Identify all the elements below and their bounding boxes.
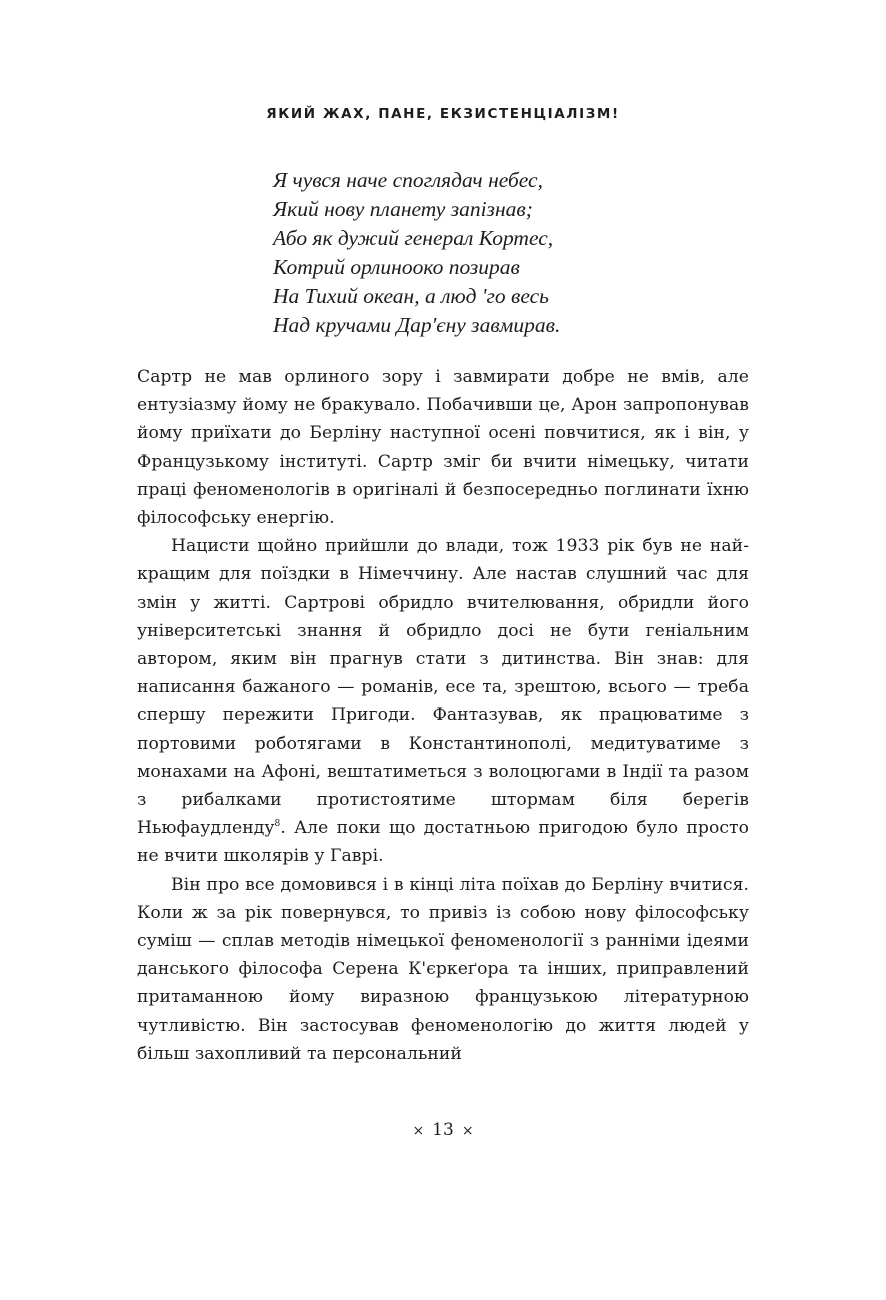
body-text xyxy=(137,363,749,1068)
verse-line: Який нову планету запізнав; xyxy=(273,197,533,221)
paragraph-text: Нацисти щойно прийшли до влади, тож 1933 рік був не найкращим для поїздки в Німеччину. Але настав слушний час для змін у житті. Сартрові обридло вчителювання, обридли його університетські знання й обридло досі не бути геніальним автором, яким він прагнув стати з дитинства. Він знав: для написання бажаного — романів, есе та, зрештою, всього — треба спершу пережити Пригоди. Фантазував, як працюватиме з портовими роботягами в Константинополі, медитуватиме з монахами на Афоні, вештатиметься з волоцюгами в Індії та разом з рибалками протистоятиме штормам біля берегів Ньюфаудленду xyxy=(137,536,749,839)
verse-line: Або як дужий генерал Кортес, xyxy=(273,226,554,250)
verse-line: Над кручами Дар'єну завмирав. xyxy=(273,313,561,337)
folio-ornament-right: × xyxy=(461,1123,474,1139)
verse-line: На Тихий океан, а люд 'го весь xyxy=(273,284,549,308)
verse-epigraph xyxy=(273,166,693,340)
paragraph xyxy=(137,532,749,870)
paragraph: Він про все домовився і в кінці літа поїхав до Берліну вчитися. Коли ж за рік повернувся, то привіз із собою нову філософську суміш — сплав методів німецької феноменології з ранніми ідеями данського філософа Серена К'єркеґора та інших, приправлений притаманною йому виразною французькою літературною чутливістю. Він застосував феноменологію до життя людей у більш захопливий та персональний xyxy=(137,874,749,1064)
verse-line: Я чувся наче споглядач небес, xyxy=(273,168,543,192)
paragraph-text-continued: . Але поки що достатньою пригодою було просто не вчити школярів у Гаврі. xyxy=(137,818,749,867)
verse-line: Котрий орлинооко позирав xyxy=(273,255,520,279)
page-footer xyxy=(0,1120,886,1140)
folio-ornament-left: × xyxy=(412,1123,425,1139)
paragraph: Сартр не мав орлиного зору і завмирати добре не вмів, але ентузіазму йому не бракувало. Побачивши це, Арон запропонував йому приїхати до Берліну наступної осені повчитися, як і він, у Французькому інституті. Сартр зміг би вчити німецьку, читати праці феноменологів в оригіналі й безпосередньо поглинати їхню філософську енергію. xyxy=(137,367,749,529)
footnote-reference[interactable]: 8 xyxy=(274,819,281,830)
running-head: ЯКИЙ ЖАХ, ПАНЕ, ЕКЗИСТЕНЦІАЛІЗМ! xyxy=(266,106,620,122)
page-number: 13 xyxy=(432,1120,454,1140)
